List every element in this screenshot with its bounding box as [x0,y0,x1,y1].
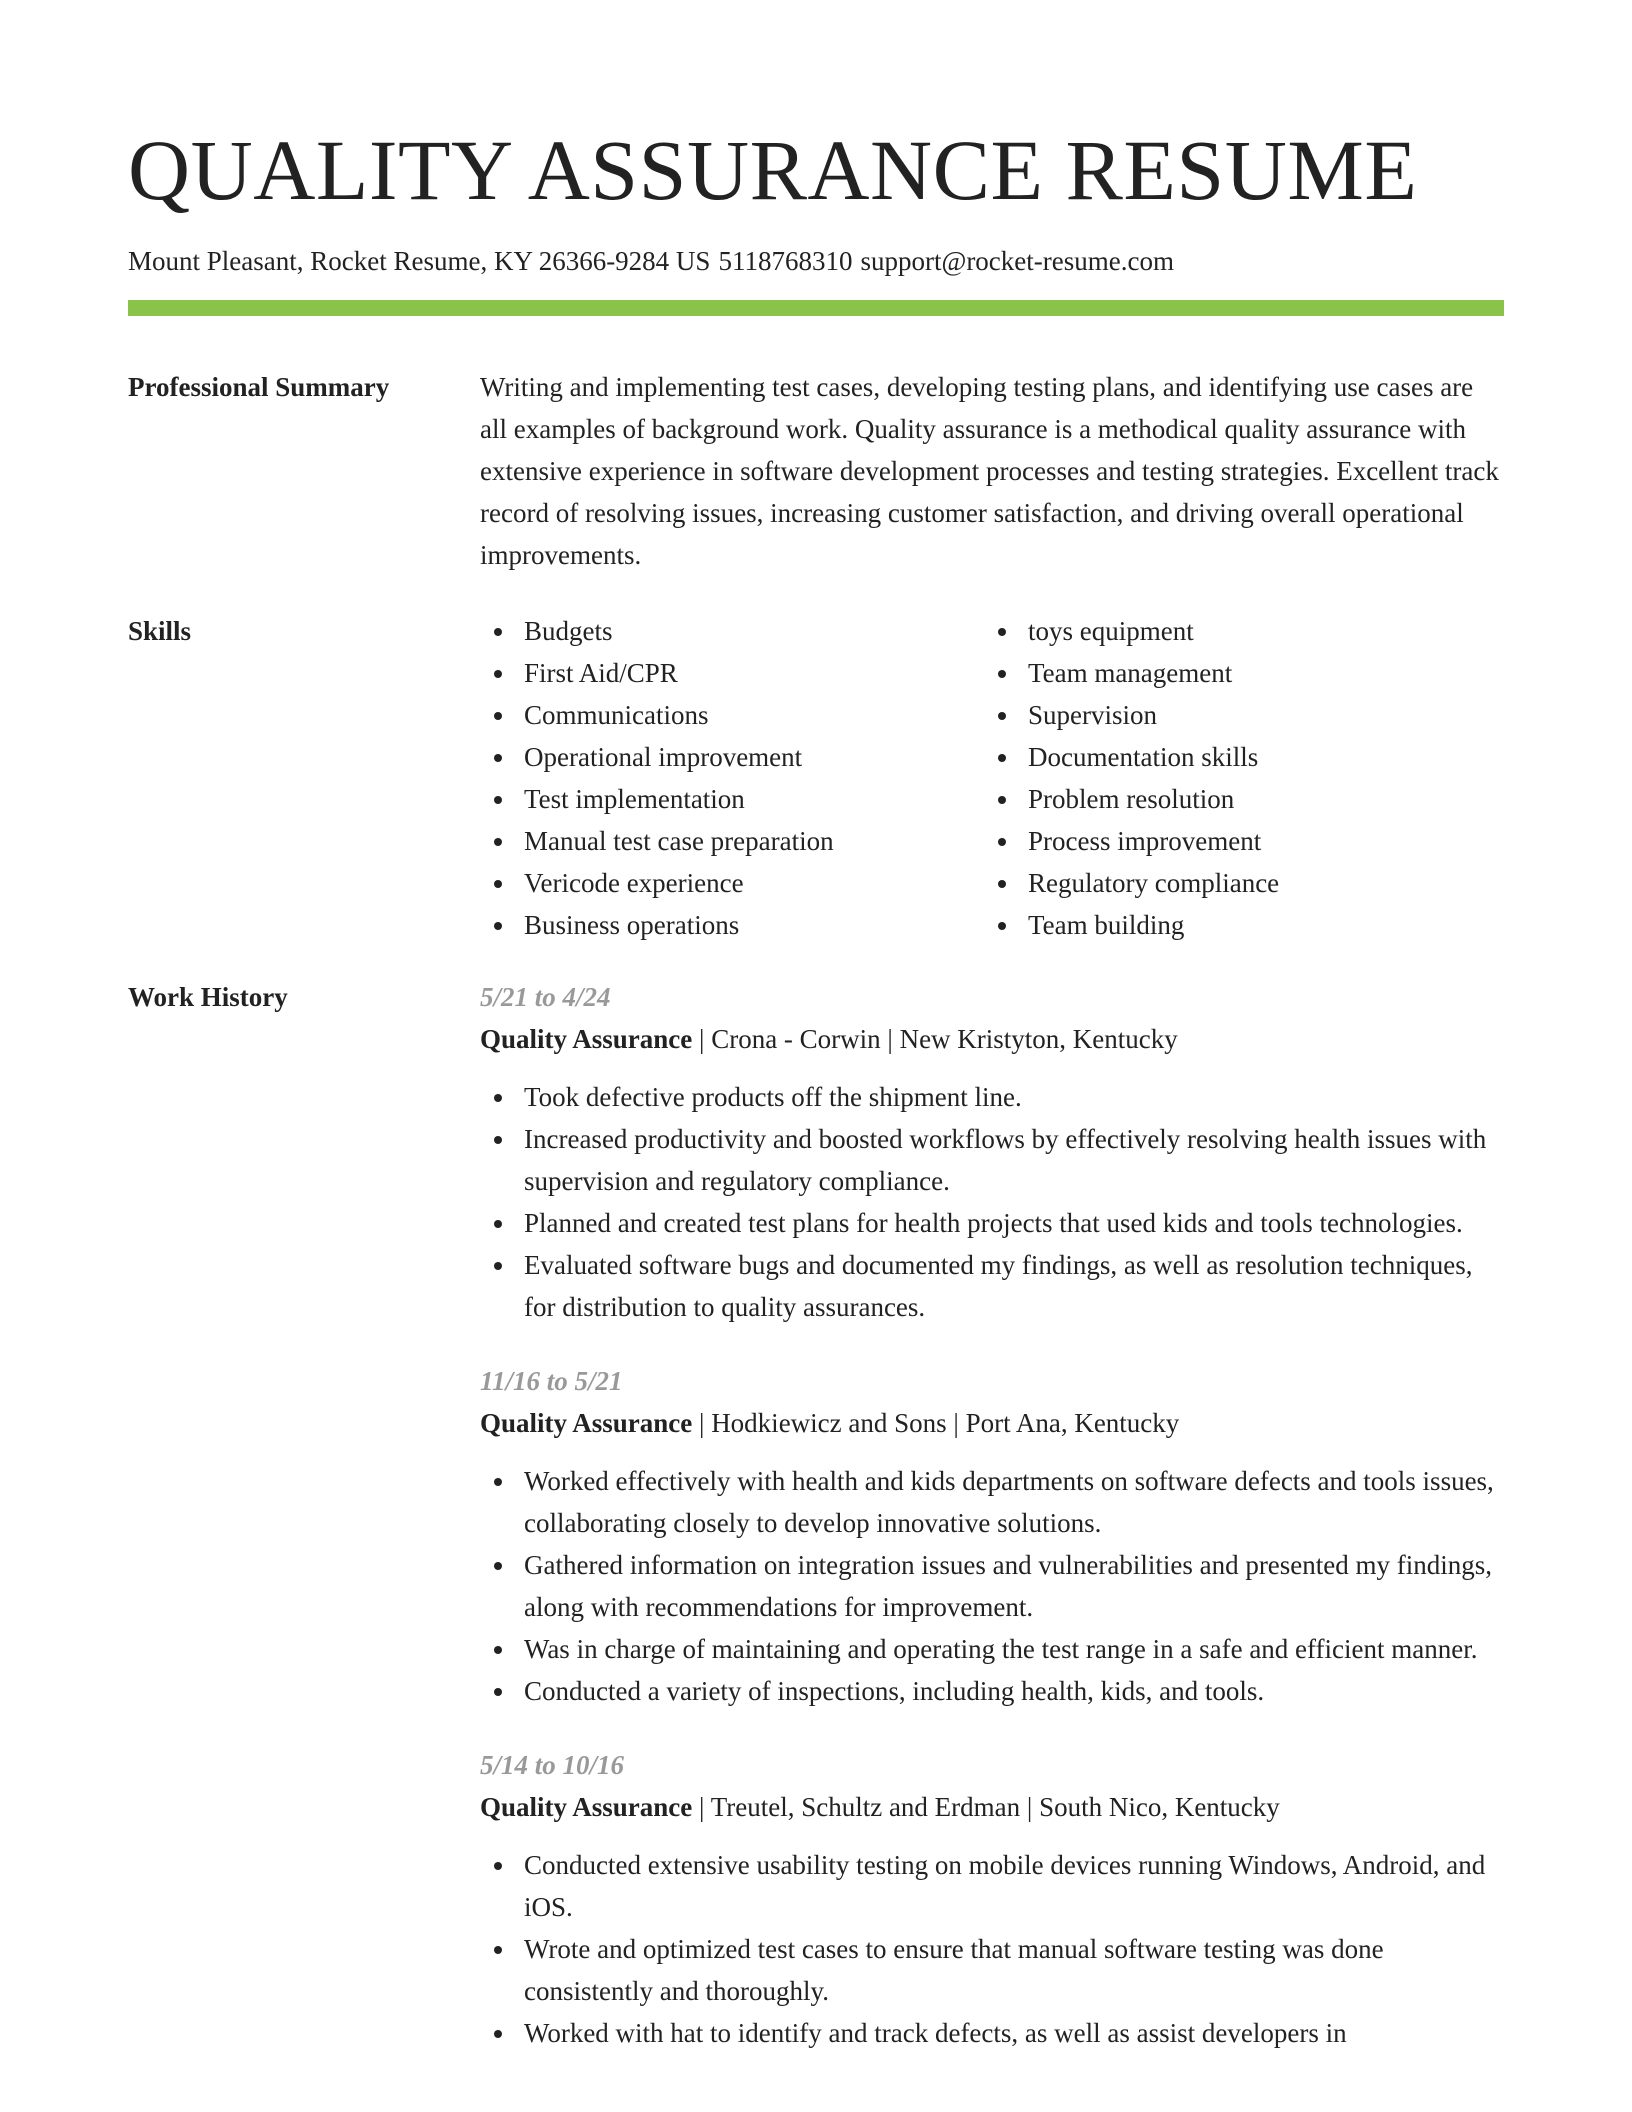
skills-list-left [480,610,984,946]
skill-item: Process improvement [984,820,1488,862]
work-history-body [480,976,1504,2054]
skill-item: Problem resolution [984,778,1488,820]
accent-divider [128,300,1504,316]
job-dates: 5/14 to 10/16 [480,1750,625,1780]
skill-item: Budgets [480,610,984,652]
summary-section [128,366,1504,576]
job-point: Conducted extensive usability testing on mobile devices running Windows, Android, and iOS. [480,1844,1504,1928]
work-history-section [128,976,1504,2054]
job-location: South Nico, Kentucky [1039,1792,1280,1822]
contact-line [128,244,1504,278]
contact-address: Mount Pleasant, Rocket Resume, KY 26366-9284 US [128,246,711,276]
summary-text: Writing and implementing test cases, developing testing plans, and identifying use cases are all examples of background work. Quality assurance is a methodical quality assurance with extensive experience in software development processes and testing strategies. Excellent track record of resolving issues, increasing customer satisfaction, and driving overall operational improvements. [480,372,1499,570]
job-location: Port Ana, Kentucky [965,1408,1180,1438]
skill-item: Vericode experience [480,862,984,904]
skill-item: toys equipment [984,610,1488,652]
skill-item: Supervision [984,694,1488,736]
skill-item: Documentation skills [984,736,1488,778]
resume-page [128,120,1504,2054]
skills-list-right [984,610,1488,946]
skill-item: Team building [984,904,1488,946]
contact-phone: 5118768310 [718,246,853,276]
job-point: Worked effectively with health and kids departments on software defects and tools issues, collaborating closely to develop innovative solutions. [480,1460,1504,1544]
skills-section [128,610,1504,946]
job-point: Planned and created test plans for health projects that used kids and tools technologies. [480,1202,1504,1244]
job-location: New Kristyton, Kentucky [899,1024,1178,1054]
job-points [480,1076,1504,1328]
skill-item: Business operations [480,904,984,946]
resume-title: QUALITY ASSURANCE RESUME [128,122,1418,218]
skill-item: First Aid/CPR [480,652,984,694]
job-heading: Quality Assurance | Crona - Corwin | New Kristyton, Kentucky [480,1024,1178,1054]
job-entry [480,1744,1504,2054]
job-heading: Quality Assurance | Treutel, Schultz and Erdman | South Nico, Kentucky [480,1792,1280,1822]
job-company: Treutel, Schultz and Erdman [710,1792,1021,1822]
skill-item: Communications [480,694,984,736]
job-point: Increased productivity and boosted workflows by effectively resolving health issues with supervision and regulatory compliance. [480,1118,1504,1202]
skill-item: Test implementation [480,778,984,820]
job-point: Gathered information on integration issues and vulnerabilities and presented my findings, along with recommendations for improvement. [480,1544,1504,1628]
job-title: Quality Assurance [480,1792,693,1822]
job-dates: 11/16 to 5/21 [480,1366,623,1396]
summary-heading: Professional Summary [128,372,390,402]
job-company: Crona - Corwin [711,1024,881,1054]
job-point: Conducted a variety of inspections, including health, kids, and tools. [480,1670,1504,1712]
job-title: Quality Assurance [480,1408,693,1438]
job-heading: Quality Assurance | Hodkiewicz and Sons | Port Ana, Kentucky [480,1408,1180,1438]
job-dates: 5/21 to 4/24 [480,982,611,1012]
job-point: Took defective products off the shipment line. [480,1076,1504,1118]
job-entry [480,1360,1504,1712]
skills-columns [480,610,1504,946]
skill-item: Operational improvement [480,736,984,778]
job-point: Wrote and optimized test cases to ensure that manual software testing was done consistently and thoroughly. [480,1928,1504,2012]
job-entry [480,976,1504,1328]
skill-item: Regulatory compliance [984,862,1488,904]
job-point: Evaluated software bugs and documented my findings, as well as resolution techniques, for distribution to quality assurances. [480,1244,1504,1328]
job-company: Hodkiewicz and Sons [711,1408,947,1438]
job-title: Quality Assurance [480,1024,693,1054]
skill-item: Team management [984,652,1488,694]
job-point: Was in charge of maintaining and operating the test range in a safe and efficient manner. [480,1628,1504,1670]
skills-body [480,610,1504,946]
contact-email: support@rocket-resume.com [860,246,1174,276]
job-points [480,1460,1504,1712]
work-history-heading: Work History [128,982,288,1012]
skills-heading: Skills [128,616,192,646]
job-point: Worked with hat to identify and track defects, as well as assist developers in [480,2012,1504,2054]
job-points [480,1844,1504,2054]
skill-item: Manual test case preparation [480,820,984,862]
